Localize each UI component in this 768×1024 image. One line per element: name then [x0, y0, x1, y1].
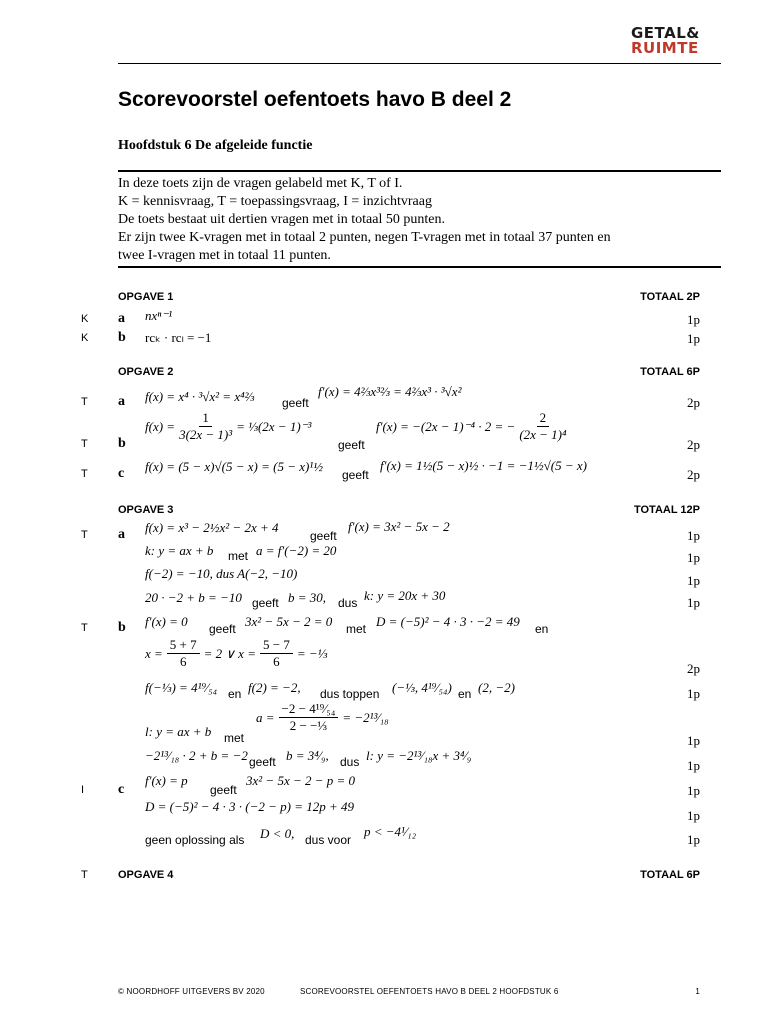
- formula-part: x =: [145, 645, 163, 661]
- category-label: K: [81, 332, 89, 344]
- formula-part: = −2¹³⁄₁₈: [342, 709, 389, 725]
- denominator: (2x − 1)⁴: [519, 427, 567, 442]
- connective-text: geeft: [210, 783, 237, 797]
- question-label: a: [118, 311, 125, 326]
- fraction: [260, 637, 293, 670]
- category-label: T: [81, 622, 88, 634]
- category-label: T: [81, 396, 88, 408]
- header-rule: [118, 63, 721, 64]
- formula: (2, −2): [478, 680, 515, 695]
- points: 1p: [687, 595, 700, 610]
- question-label: b: [118, 436, 126, 451]
- denominator: 3(2x − 1)³: [179, 427, 233, 442]
- numerator: 1: [199, 410, 212, 427]
- formula: D = (−5)² − 4 · 3 · (−2 − p) = 12p + 49: [145, 799, 355, 814]
- opgave1-total: TOTAAL 2P: [640, 291, 700, 303]
- points: 1p: [687, 733, 700, 748]
- numerator: 5 + 7: [167, 637, 200, 654]
- category-label: T: [81, 529, 88, 541]
- formula: f′(x) = 4⅔x³⅔ = 4⅔x³ · ³√x²: [318, 384, 462, 399]
- formula: f′(x) = 1½(5 − x)½ · −1 = −1½√(5 − x): [380, 458, 588, 473]
- numerator: 5 − 7: [260, 637, 293, 654]
- points: 1p: [687, 832, 700, 847]
- opgave2-header: OPGAVE 2: [118, 366, 174, 378]
- formula-part: a =: [256, 709, 275, 725]
- intro-line: Er zijn twee K-vragen met in totaal 2 punten, negen T-vragen met in totaal 37 punten en: [118, 230, 611, 245]
- numerator: 2: [537, 410, 550, 427]
- points: 1p: [687, 758, 700, 773]
- connective-text: dus: [338, 596, 358, 610]
- formula: rcₖ · rcₗ = −1: [145, 330, 212, 345]
- category-label: K: [81, 313, 89, 325]
- formula: f(x) = x⁴ · ³√x² = x⁴⅔: [145, 389, 255, 404]
- opgave3-total: TOTAAL 12P: [633, 504, 700, 516]
- fraction: [519, 410, 566, 443]
- numerator: −2 − 4¹⁹⁄₅₄: [279, 701, 339, 718]
- opgave2-total: TOTAAL 6P: [640, 366, 700, 378]
- formula: f(−⅓) = 4¹⁹⁄₅₄: [145, 680, 218, 695]
- connective-text: dus toppen: [320, 687, 380, 701]
- formula: b = 3⁴⁄₉,: [286, 748, 329, 763]
- formula-part: f(x) =: [145, 418, 176, 434]
- formula-part: = −⅓: [296, 645, 328, 661]
- points: 2p: [687, 661, 700, 676]
- formula: f(−2) = −10, dus A(−2, −10): [145, 566, 298, 581]
- logo-line-2: RUIMTE: [631, 39, 699, 57]
- formula: (−⅓, 4¹⁹⁄₅₄): [392, 680, 452, 695]
- footer-document-title: SCOREVOORSTEL OEFENTOETS HAVO B DEEL 2 HOOFDSTUK 6: [300, 987, 559, 996]
- fraction: [179, 410, 232, 443]
- formula: f(x) = (5 − x)√(5 − x) = (5 − x)¹½: [145, 459, 323, 474]
- connective-text: geeft: [252, 596, 279, 610]
- opgave3-header: OPGAVE 3: [118, 504, 174, 516]
- category-label: T: [81, 438, 88, 450]
- publisher-logo: [631, 26, 711, 56]
- formula: l: y = ax + b: [145, 724, 212, 739]
- connective-text: met: [228, 549, 249, 563]
- formula: k: y = 20x + 30: [364, 588, 446, 603]
- category-label: T: [81, 468, 88, 480]
- formula: [256, 701, 389, 734]
- question-label: c: [118, 782, 125, 797]
- opgave4-total: TOTAAL 6P: [640, 869, 700, 881]
- denominator: 2 − −⅓: [289, 718, 328, 733]
- opgave1-header: OPGAVE 1: [118, 291, 174, 303]
- category-label: T: [81, 869, 88, 881]
- connective-text: geeft: [209, 622, 236, 636]
- question-label: a: [118, 394, 125, 409]
- intro-line: twee I-vragen met in totaal 11 punten.: [118, 248, 331, 263]
- page-title: Scorevoorstel oefentoets havo B deel 2: [118, 88, 512, 111]
- formula: 3x² − 5x − 2 = 0: [245, 614, 333, 629]
- formula-part: f′(x) = −(2x − 1)⁻⁴ · 2 = −: [376, 418, 516, 434]
- opgave4-header: OPGAVE 4: [118, 869, 174, 881]
- connective-text: dus: [340, 755, 360, 769]
- points: 2p: [687, 437, 700, 452]
- points: 1p: [687, 312, 700, 327]
- intro-rule-bottom: [118, 266, 721, 268]
- connective-text: geeft: [282, 396, 309, 410]
- question-label: a: [118, 527, 125, 542]
- formula: p < −4¹⁄₁₂: [364, 824, 417, 839]
- intro-line: K = kennisvraag, T = toepassingsvraag, I = inzichtvraag: [118, 194, 432, 209]
- formula: [145, 410, 311, 443]
- formula: 3x² − 5x − 2 − p = 0: [246, 773, 356, 788]
- formula: f(x) = x³ − 2½x² − 2x + 4: [145, 520, 279, 535]
- points: 1p: [687, 783, 700, 798]
- connective-text: met: [224, 731, 245, 745]
- connective-text: geeft: [342, 468, 369, 482]
- intro-line: In deze toets zijn de vragen gelabeld met K, T of I.: [118, 176, 403, 191]
- formula: f′(x) = 3x² − 5x − 2: [348, 519, 450, 534]
- points: 1p: [687, 808, 700, 823]
- points: 1p: [687, 686, 700, 701]
- formula: D = (−5)² − 4 · 3 · −2 = 49: [376, 614, 520, 629]
- formula: nxⁿ⁻¹: [145, 308, 173, 323]
- connective-text: en: [458, 687, 472, 701]
- points: 1p: [687, 528, 700, 543]
- intro-line: De toets bestaat uit dertien vragen met in totaal 50 punten.: [118, 212, 445, 227]
- connective-text: geeft: [310, 529, 337, 543]
- formula: f(2) = −2,: [248, 680, 301, 695]
- formula-part: = ⅓(2x − 1)⁻³: [236, 418, 312, 434]
- points: 1p: [687, 550, 700, 565]
- fraction: [279, 701, 339, 734]
- category-label: I: [81, 784, 85, 796]
- formula-part: = 2 ∨ x =: [203, 645, 256, 661]
- points: 2p: [687, 467, 700, 482]
- formula: D < 0,: [260, 826, 295, 841]
- intro-rule-top: [118, 170, 721, 172]
- denominator: 6: [179, 654, 187, 669]
- question-label: b: [118, 620, 126, 635]
- points: 2p: [687, 395, 700, 410]
- connective-text: geen oplossing als: [145, 833, 245, 847]
- formula: −2¹³⁄₁₈ · 2 + b = −2: [145, 748, 248, 763]
- connective-text: met: [346, 622, 367, 636]
- footer-copyright: © NOORDHOFF UITGEVERS BV 2020: [118, 987, 265, 996]
- question-label: b: [118, 330, 126, 345]
- footer-page-number: 1: [695, 987, 700, 996]
- fraction: [167, 637, 200, 670]
- formula: f′(x) = p: [145, 773, 188, 788]
- chapter-heading: Hoofdstuk 6 De afgeleide functie: [118, 138, 313, 153]
- connective-text: geeft: [338, 438, 365, 452]
- formula: [376, 410, 567, 443]
- question-label: c: [118, 466, 125, 481]
- points: 1p: [687, 331, 700, 346]
- formula: [145, 637, 327, 670]
- formula: f′(x) = 0: [145, 614, 188, 629]
- connective-text: en: [535, 622, 549, 636]
- connective-text: dus voor: [305, 833, 352, 847]
- denominator: 6: [273, 654, 280, 669]
- points: 1p: [687, 573, 700, 588]
- formula: k: y = ax + b: [145, 543, 214, 558]
- formula: a = f′(−2) = 20: [256, 543, 337, 558]
- formula: l: y = −2¹³⁄₁₈x + 3⁴⁄₉: [366, 748, 472, 763]
- connective-text: geeft: [249, 755, 276, 769]
- connective-text: en: [228, 687, 242, 701]
- formula: b = 30,: [288, 590, 327, 605]
- logo-line-1: GETAL&: [631, 24, 700, 42]
- formula: 20 · −2 + b = −10: [145, 590, 242, 605]
